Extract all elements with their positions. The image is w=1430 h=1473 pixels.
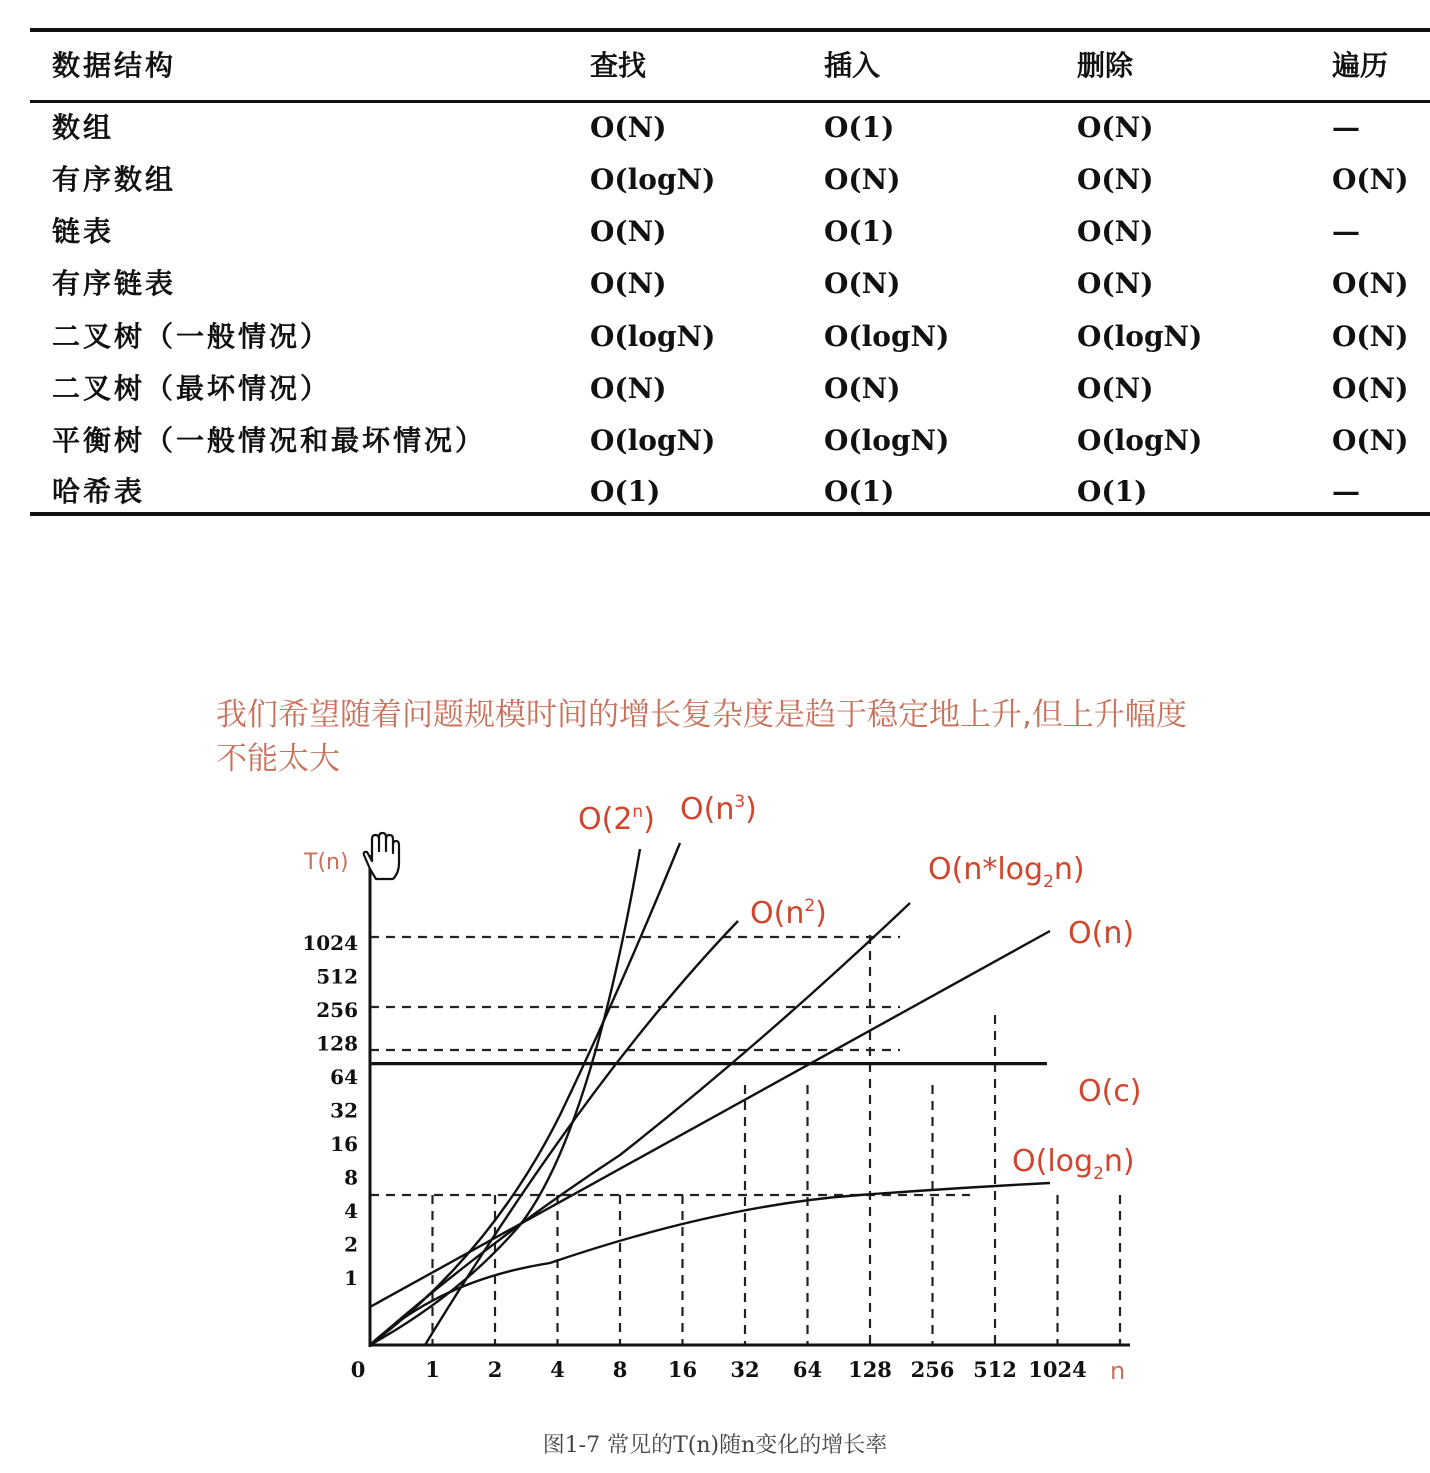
figure-caption: 图1-7 常见的T(n)随n变化的增长率: [542, 1433, 888, 1458]
curve-label: $O(n*\log_2n)$: [928, 852, 1085, 892]
x-tick-label: 256: [910, 1357, 955, 1382]
row-traverse-complexity: O(N): [1332, 372, 1409, 405]
row-traverse-complexity: O(N): [1332, 267, 1409, 300]
row-traverse-complexity: —: [1332, 475, 1360, 508]
table-row: [30, 415, 1430, 467]
header-traverse: 遍历: [1332, 49, 1389, 82]
curve-quadratic: [425, 921, 738, 1345]
row-search-complexity: O(logN): [590, 320, 716, 353]
y-tick-labels: [302, 931, 358, 1290]
header-data-structure: 数据结构: [52, 49, 177, 82]
row-delete-complexity: O(N): [1077, 372, 1154, 405]
curve-label: O(n): [1068, 916, 1135, 951]
curve-cubic: [370, 843, 680, 1345]
header-delete: 删除: [1077, 49, 1134, 82]
y-tick-label: 4: [344, 1199, 358, 1223]
curve-label: O(c): [1078, 1074, 1142, 1109]
table-top-rule: [30, 28, 1430, 32]
row-traverse-complexity: —: [1332, 111, 1360, 144]
y-tick-label: 1024: [302, 931, 358, 955]
curve-labels: [578, 792, 1142, 1184]
y-tick-label: 16: [330, 1132, 358, 1156]
row-insert-complexity: O(logN): [824, 424, 950, 457]
table-row: [30, 206, 1430, 258]
row-search-complexity: O(N): [590, 267, 667, 300]
row-insert-complexity: O(1): [824, 215, 895, 248]
row-traverse-complexity: —: [1332, 215, 1360, 248]
table-row: [30, 258, 1430, 310]
row-structure-name: 平衡树（一般情况和最坏情况）: [52, 424, 487, 457]
table-row: [30, 311, 1430, 363]
curve-label: $O(n^3)$: [680, 792, 757, 827]
row-traverse-complexity: O(N): [1332, 320, 1409, 353]
row-structure-name: 二叉树（最坏情况）: [52, 372, 332, 405]
curve-label: O(2$^n$): [578, 802, 655, 837]
x-tick-label: 1024: [1028, 1357, 1087, 1382]
x-tick-labels: [351, 1357, 1087, 1382]
x-axis-title: n: [1110, 1357, 1126, 1385]
row-structure-name: 有序数组: [52, 163, 177, 196]
row-traverse-complexity: O(N): [1332, 424, 1409, 457]
y-tick-label: 256: [316, 998, 358, 1022]
row-search-complexity: O(logN): [590, 424, 716, 457]
row-delete-complexity: O(N): [1077, 267, 1154, 300]
row-structure-name: 链表: [52, 215, 115, 248]
y-tick-label: 64: [330, 1065, 358, 1089]
x-tick-label: 0: [350, 1357, 366, 1382]
table-row: [30, 154, 1430, 206]
growth-rate-chart: [290, 785, 1170, 1405]
row-insert-complexity: O(1): [824, 475, 895, 508]
y-tick-label: 32: [330, 1098, 358, 1123]
row-search-complexity: O(N): [590, 111, 667, 144]
x-tick-label: 512: [973, 1357, 1017, 1382]
y-tick-label: 1: [344, 1266, 358, 1290]
x-tick-label: 2: [487, 1357, 503, 1382]
row-delete-complexity: O(N): [1077, 215, 1154, 248]
row-delete-complexity: O(logN): [1077, 320, 1203, 353]
header-search: 查找: [590, 49, 647, 82]
row-search-complexity: O(logN): [590, 163, 716, 196]
table-row: [30, 466, 1430, 518]
x-tick-label: 8: [612, 1357, 628, 1382]
y-tick-label: 8: [344, 1165, 358, 1190]
curve-log: [370, 1183, 1050, 1345]
row-insert-complexity: O(1): [824, 111, 895, 144]
table-header-row: [30, 40, 1430, 92]
header-insert: 插入: [824, 49, 881, 82]
curve-label: $O(n^2)$: [750, 896, 827, 931]
row-structure-name: 哈希表: [52, 475, 146, 508]
row-delete-complexity: O(N): [1077, 111, 1154, 144]
row-search-complexity: O(N): [590, 215, 667, 248]
x-tick-label: 32: [730, 1357, 760, 1382]
row-insert-complexity: O(N): [824, 267, 901, 300]
curve-nlogn: [370, 903, 910, 1345]
y-tick-label: 512: [316, 964, 358, 989]
row-search-complexity: O(N): [590, 372, 667, 405]
row-delete-complexity: O(1): [1077, 475, 1148, 508]
row-delete-complexity: O(logN): [1077, 424, 1203, 457]
table-row: [30, 363, 1430, 415]
row-insert-complexity: O(logN): [824, 320, 950, 353]
x-tick-label: 128: [848, 1357, 892, 1382]
x-tick-label: 4: [550, 1357, 565, 1382]
row-structure-name: 数组: [52, 111, 115, 144]
curve-exponential: [370, 849, 640, 1345]
x-tick-label: 64: [792, 1357, 823, 1382]
table-row: [30, 102, 1430, 154]
figure-note: 我们希望随着问题规模时间的增长复杂度是趋于稳定地上升,但上升幅度不能太大: [216, 697, 1187, 777]
row-delete-complexity: O(N): [1077, 163, 1154, 196]
x-tick-label: 1: [425, 1357, 440, 1382]
row-insert-complexity: O(N): [824, 163, 901, 196]
row-insert-complexity: O(N): [824, 372, 901, 405]
x-tick-label: 16: [667, 1357, 698, 1382]
growth-curves: [370, 843, 1050, 1345]
y-axis-title: T(n): [304, 850, 349, 875]
row-structure-name: 二叉树（一般情况）: [52, 320, 332, 353]
y-tick-label: 2: [344, 1232, 358, 1257]
row-traverse-complexity: O(N): [1332, 163, 1409, 196]
curve-label: $O(\log_2n)$: [1012, 1144, 1135, 1184]
grid-dashes: [370, 935, 1120, 1345]
row-structure-name: 有序链表: [52, 267, 177, 300]
y-tick-label: 128: [316, 1031, 358, 1056]
row-search-complexity: O(1): [590, 475, 661, 508]
